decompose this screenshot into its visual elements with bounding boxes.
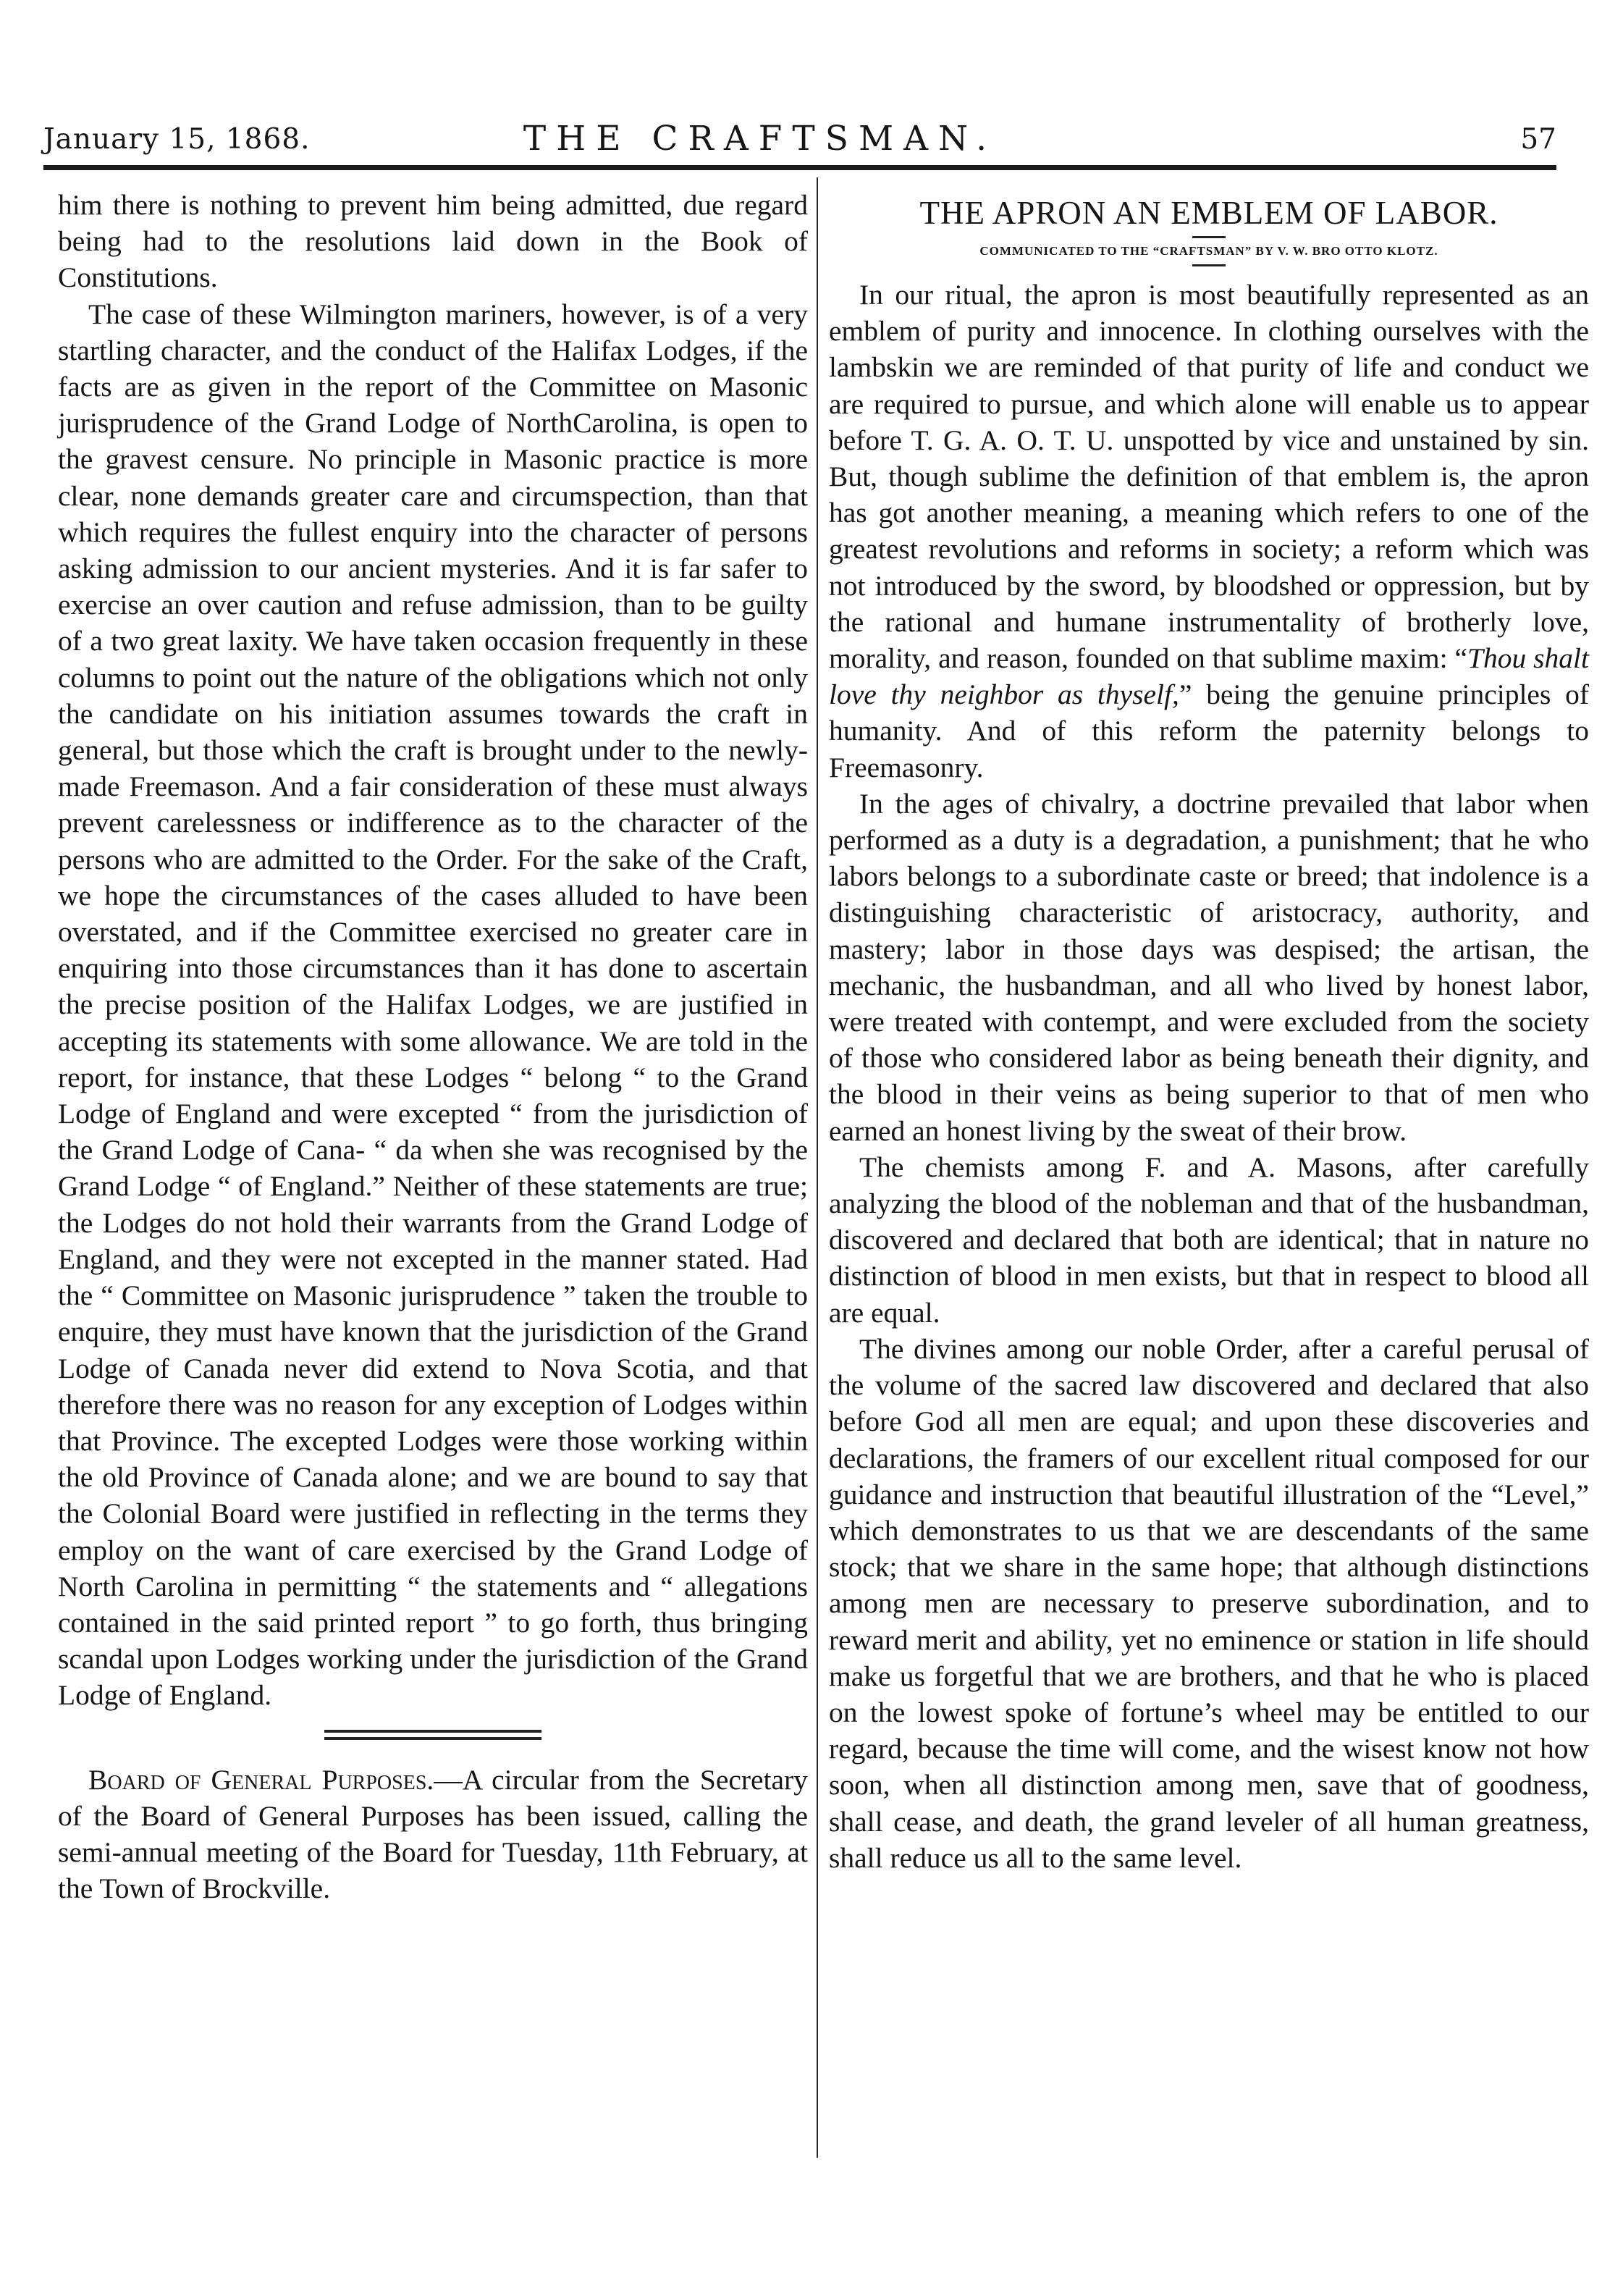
- column-divider: [817, 177, 818, 2158]
- paragraph: In the ages of chivalry, a doctrine prevailed that labor when performed as a duty is a degradation, a punishment; that he who labors belongs to a subordinate caste or breed; that indolence is a distinguishing characteristic of aristocracy, authority, and mastery; labor in those days was despised; the artisan, the mechanic, the husbandman, and all who lived by honest labor, were treated with contempt, and were excluded from the society of those who considered labor as being beneath their dignity, and the blood in their veins as being superior to that of men who earned an honest living by the sweat of their brow.: [829, 787, 1589, 1147]
- title-rule: [1192, 236, 1226, 238]
- paragraph: The divines among our noble Order, after a careful perusal of the volume of the sacred law discovered and declared that also before God all men are equal; and upon these discoveries and declarations, the framers of our excellent ritual composed for our guidance and instruction that beautiful illustration of the “Level,” which demonstrates to us that we are descendants of the same stock; that we share in the same hope; that although distinctions among men are necessary to preserve subordination, and to reward merit and ability, yet no eminence or station in life should make us forgetful that we are brothers, and that he who is placed on the lowest spoke of fortune’s wheel may be entitled to our regard, because the time will come, and the wisest know not how soon, when all distinction among men, save that of goodness, shall cease, and death, the grand leveler of all human greatness, shall reduce us all to the same level.: [829, 1332, 1589, 1874]
- paragraph: him there is nothing to prevent him being admitted, due regard being had to the resolutions laid down in the Book of Constitutions.: [58, 189, 808, 294]
- notice-heading: Board of General Purposes.: [88, 1763, 434, 1796]
- paragraph: The case of these Wilmington mariners, however, is of a very startling character, and the conduct of the Halifax Lodges, if the facts are as given in the report of the Committee on Masonic jurisprudence of the Grand Lodge of NorthCarolina, is open to the gravest censure. No principle in Masonic practice is more clear, none demands greater care and circumspection, than that which requires the fullest enquiry into the character of persons asking admission to our ancient mysteries. And it is far safer to exercise an over caution and refuse admission, than to be guilty of a two great laxity. We have taken occasion frequently in these columns to point out the nature of the obligations which not only the candidate on his initiation assumes towards the craft in general, but those which the craft is brought under to the newly-made Freemason. And a fair consideration of these must always prevent carelessness or indifference as to the character of the persons who are admitted to the Order. For the sake of the Craft, we hope the circumstances of the cases alluded to have been overstated, and if the Committee exercised no greater care in enquiring into those circumstances than it has done to ascertain the precise position of the Halifax Lodges, we are justified in accepting its statements with some allowance. We are told in the report, for instance, that these Lodges “ belong “ to the Grand Lodge of England and were excepted “ from the jurisdiction of the Grand Lodge of Cana- “ da when she was recognised by the Grand Lodge “ of England.” Neither of these statements are true; the Lodges do not hold their warrants from the Grand Lodge of England, and they were not excepted in the manner stated. Had the “ Committee on Masonic jurisprudence ” taken the trouble to enquire, they must have known that the jurisdiction of the Grand Lodge of Canada never did extend to Nova Scotia, and that therefore there was no reason for any exception of Lodges within that Province. The excepted Lodges were those working within the old Province of Canada alone; and we are bound to say that the Colonial Board were justified in reflecting in the terms they employ on the want of care exercised by the Grand Lodge of North Carolina in permitting “ the statements and “ allegations contained in the said printed report ” to go forth, thus bringing scandal upon Lodges working under the jurisdiction of the Grand Lodge of England.: [58, 298, 808, 1712]
- quoted-maxim: Thou shalt love thy neighbor as thyself,: [829, 642, 1589, 711]
- paragraph: The chemists among F. and A. Masons, after carefully analyzing the blood of the nobleman and that of the husbandman, discovered and declared that both are identical; that in nature no distinction of blood in men exists, but that in respect to blood all are equal.: [829, 1151, 1589, 1329]
- article-title: THE APRON AN EMBLEM OF LABOR.: [919, 195, 1498, 231]
- journal-title: THE CRAFTSMAN.: [523, 119, 998, 159]
- running-head: [43, 116, 1556, 159]
- left-column: [58, 187, 808, 1906]
- paragraph-text: ” being the genuine principles of humanity. And of this reform the paternity belongs to Freemasonry.: [829, 678, 1590, 783]
- right-column: [829, 187, 1589, 1876]
- paragraph: [829, 277, 1589, 786]
- byline-rule: [1192, 264, 1226, 266]
- paragraph-text: In our ritual, the apron is most beautifully represented as an emblem of purity and innocence. In clothing ourselves with the lambskin we are reminded of that purity of life and conduct we are required to pursue, and which alone will enable us to appear before T. G. A. O. T. U. unspotted by vice and unstained by sin. But, though sublime the definition of that emblem is, the apron has got another meaning, a meaning which refers to one of the greatest revolutions and reforms in society; a reform which was not introduced by the sword, by bloodshed or oppression, but by the rational and humane instrumentality of brotherly love, morality, and reason, founded on that sublime maxim: “: [829, 279, 1589, 675]
- section-separator: [324, 1730, 541, 1740]
- page-number: 57: [1520, 123, 1556, 156]
- notice-paragraph: [58, 1762, 808, 1907]
- article-byline: COMMUNICATED TO THE “CRAFTSMAN” BY V. W. BRO OTTO KLOTZ.: [979, 244, 1438, 258]
- notice-text: —A circular from the Secretary of the Board of General Purposes has been issued, calling the semi-annual meeting of the Board for Tuesday, 11th February, at the Town of Brockville.: [58, 1763, 808, 1905]
- issue-date: January 15, 1868.: [43, 123, 311, 156]
- header-rule: [43, 165, 1556, 170]
